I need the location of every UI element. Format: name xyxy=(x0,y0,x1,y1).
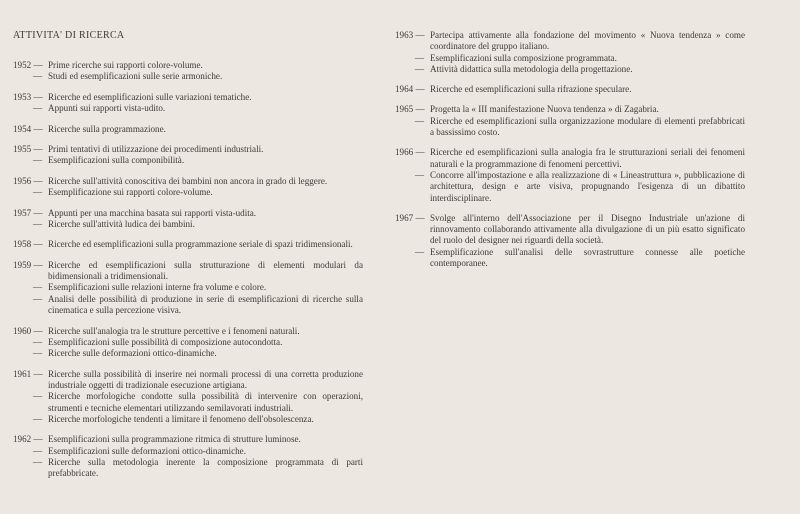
entry-item-text: Esemplificazioni sulle relazioni interne fra volume e colore. xyxy=(48,282,267,293)
dash-marker: — xyxy=(33,71,43,82)
entry-body xyxy=(415,104,745,138)
entry-body xyxy=(33,207,363,231)
entry-item xyxy=(33,71,363,82)
left-column xyxy=(13,30,363,489)
dash-marker: — xyxy=(33,391,43,402)
entry-item xyxy=(48,176,363,187)
entry-item xyxy=(48,326,363,337)
entry-item-text: Partecipa attivamente alla fondazione del movimento « Nuova tendenza » come coordinatore del gruppo italiano. xyxy=(430,30,745,52)
entry-item xyxy=(33,187,363,198)
entry-item-text: Ricerche ed esemplificazioni sulla organizzazione modulare di elementi prefabbricati a bassissimo costo. xyxy=(430,115,745,138)
year-entry xyxy=(13,92,363,115)
year-entry xyxy=(13,60,363,83)
entry-item xyxy=(33,218,363,230)
entry-item xyxy=(430,213,745,247)
entry-item-text: Appunti per una macchina basata sui rapporti vista-udita. xyxy=(48,207,257,218)
entry-item xyxy=(430,30,745,53)
year-entry xyxy=(13,260,363,316)
entry-item-text: Esemplificazioni sulla composizione programmata. xyxy=(430,52,617,63)
year-label: 1959 — xyxy=(13,259,43,270)
entry-item xyxy=(33,456,363,480)
entry-item xyxy=(415,63,745,75)
entry-item xyxy=(33,391,363,414)
right-entries xyxy=(395,30,745,269)
entry-body xyxy=(33,325,363,360)
entry-item-text: Ricerche morfologiche tendenti a limitare il fenomeno dell'obsolescenza. xyxy=(48,413,314,424)
entry-body xyxy=(415,212,745,269)
year-entry xyxy=(13,434,363,479)
entry-item xyxy=(415,115,745,139)
entry-item xyxy=(430,104,745,115)
entry-item-text: Esemplificazioni sulla programmazione ritmica di strutture luminose. xyxy=(48,434,301,445)
entry-item-text: Esemplificazione sui rapporti colore-volume. xyxy=(48,187,213,198)
entry-item-text: Ricerche morfologiche condotte sulla possibilità di intervenire con operazioni, strumenti e tecniche elementari utilizzando semilavorati industriali. xyxy=(48,391,363,413)
entry-body xyxy=(33,60,363,83)
year-entry xyxy=(13,326,363,360)
year-label: 1963 — xyxy=(395,30,425,40)
entry-item-text: Appunti sui rapporti vista-udito. xyxy=(48,103,166,114)
entry-item-text: Primi tentativi di utilizzazione dei procedimenti industriali. xyxy=(48,144,264,155)
entry-body xyxy=(33,144,363,167)
entry-item xyxy=(48,208,363,219)
dash-marker: — xyxy=(33,155,43,166)
entry-item-text: Ricerche sull'analogia tra le strutture percettive e i fenomeni naturali. xyxy=(48,325,300,336)
entry-item xyxy=(430,84,745,95)
entry-body xyxy=(33,368,363,425)
entry-item-text: Ricerche ed esemplificazioni sulle variazioni tematiche. xyxy=(48,91,252,102)
year-entry xyxy=(395,30,745,75)
entry-item xyxy=(33,348,363,359)
entry-item xyxy=(48,60,363,71)
dash-marker: — xyxy=(33,445,43,456)
year-label: 1958 — xyxy=(13,239,43,250)
dash-marker: — xyxy=(33,348,43,359)
page-title: ATTIVITA' DI RICERCA xyxy=(13,30,125,41)
dash-marker: — xyxy=(33,413,43,424)
entry-item-text: Studi ed esemplificazioni sulle serie armoniche. xyxy=(48,71,223,82)
entry-body xyxy=(48,239,363,250)
dash-marker: — xyxy=(33,103,43,114)
entry-item-text: Svolge all'interno dell'Associazione per il Disegno Industriale un'azione di rinnovamento collaborando attivamente alla divulgazione di un più esatto significato del ruolo del designer nei riguardi della società. xyxy=(430,212,745,246)
year-entry xyxy=(13,239,363,250)
year-label: 1967 — xyxy=(395,212,425,223)
entry-item xyxy=(33,155,363,166)
entry-body xyxy=(415,147,745,203)
entry-item xyxy=(48,144,363,155)
year-label: 1960 — xyxy=(13,325,43,336)
year-label: 1957 — xyxy=(13,207,43,218)
entry-item-text: Ricerche sulla metodologia inerente la composizione programmata di parti prefabbricate. xyxy=(48,456,363,479)
year-label: 1955 — xyxy=(13,144,43,155)
entry-item-text: Esemplificazione sull'analisi delle sovrastrutture connesse alle poetiche contemporanee. xyxy=(430,246,745,269)
entry-item xyxy=(33,103,363,114)
entry-item-text: Analisi delle possibilità di produzione in serie di esemplificazioni di ricerche sulla cinematica e sulla percezione visiva. xyxy=(48,293,363,316)
entry-item xyxy=(415,246,745,270)
left-entries xyxy=(13,60,363,479)
entry-item-text: Esemplificazioni sulle possibilità di composizione autocondotta. xyxy=(48,336,283,347)
year-entry xyxy=(395,104,745,138)
year-label: 1954 — xyxy=(13,123,43,134)
entry-item-text: Ricerche sull'attività conoscitiva dei bambini non ancora in grado di leggere. xyxy=(48,175,328,186)
dash-marker: — xyxy=(33,293,43,304)
entry-item-text: Ricerche sulle deformazioni ottico-dinamiche. xyxy=(48,348,217,359)
year-label: 1956 — xyxy=(13,175,43,186)
entry-item xyxy=(33,282,363,293)
entry-item-text: Ricerche ed esemplificazioni sulla strutturazione di elementi modulari da bidimensionali a tridimensionali. xyxy=(48,259,363,282)
entry-item xyxy=(33,413,363,425)
entry-item-text: Ricerche sulla possibilità di inserire nei normali processi di una corretta produzione industriale oggetti di tradizionale esecuzione artigiana. xyxy=(48,368,363,390)
entry-item xyxy=(33,293,363,317)
entry-item-text: Prime ricerche sui rapporti colore-volume. xyxy=(48,60,203,70)
entry-item-text: Ricerche ed esemplificazioni sulla programmazione seriale di spazi tridimensionali. xyxy=(48,239,353,250)
year-entry xyxy=(395,213,745,269)
year-entry xyxy=(13,369,363,425)
entry-item-text: Ricerche ed esemplificazioni sulla rifrazione speculare. xyxy=(430,84,632,95)
year-entry xyxy=(395,147,745,203)
entry-body xyxy=(33,91,363,115)
entry-body xyxy=(48,124,363,135)
entry-item xyxy=(33,445,363,457)
entry-item-text: Ricerche ed esemplificazioni sulla analogia fra le strutturazioni seriali dei fenomeni naturali e la programmazione di fenomeni percettivi. xyxy=(430,147,745,169)
entry-item-text: Concorre all'impostazione e alla realizzazione di « Lineastruttura », pubblicazione di architettura, design e arte visiva, propugnando l'esigenza di un dibattito interdisciplinare. xyxy=(430,169,745,203)
entry-body xyxy=(33,434,363,479)
dash-marker: — xyxy=(415,169,425,180)
entry-item-text: Esemplificazioni sulle deformazioni ottico-dinamiche. xyxy=(48,445,246,456)
dash-marker: — xyxy=(33,456,43,467)
entry-body xyxy=(33,175,363,199)
year-label: 1966 — xyxy=(395,147,425,158)
entry-item xyxy=(48,92,363,103)
entry-item xyxy=(48,434,363,445)
entry-body xyxy=(430,84,745,95)
dash-marker: — xyxy=(33,336,43,347)
dash-marker: — xyxy=(415,52,425,63)
year-entry xyxy=(13,176,363,199)
year-label: 1952 — xyxy=(13,60,43,70)
year-label: 1962 — xyxy=(13,434,43,445)
dash-marker: — xyxy=(33,282,43,293)
entry-item-text: Progetta la « III manifestazione Nuova tendenza » di Zagabria. xyxy=(430,104,659,115)
year-entry xyxy=(13,124,363,135)
dash-marker: — xyxy=(415,115,425,126)
dash-marker: — xyxy=(33,218,43,229)
entry-item xyxy=(415,52,745,64)
entry-item xyxy=(33,336,363,348)
dash-marker: — xyxy=(415,63,425,74)
dash-marker: — xyxy=(415,246,425,257)
entry-item-text: Esemplificazioni sulla componibilità. xyxy=(48,155,185,166)
entry-item-text: Ricerche sulla programmazione. xyxy=(48,123,166,134)
entry-item xyxy=(48,124,363,135)
entry-item xyxy=(415,169,745,204)
year-label: 1953 — xyxy=(13,91,43,102)
year-entry xyxy=(13,208,363,231)
right-column xyxy=(395,30,745,278)
entry-item xyxy=(48,369,363,392)
entry-item xyxy=(48,260,363,283)
entry-item-text: Attività didattica sulla metodologia della progettazione. xyxy=(430,63,633,74)
year-entry xyxy=(13,144,363,167)
entry-item-text: Ricerche sull'attività ludica dei bambini. xyxy=(48,218,195,229)
dash-marker: — xyxy=(33,187,43,198)
year-label: 1965 — xyxy=(395,104,425,115)
entry-body xyxy=(415,30,745,75)
year-entry xyxy=(395,84,745,95)
entry-item xyxy=(48,239,363,250)
entry-item xyxy=(430,147,745,170)
entry-body xyxy=(33,259,363,316)
year-label: 1961 — xyxy=(13,368,43,379)
year-label: 1964 — xyxy=(395,84,425,95)
